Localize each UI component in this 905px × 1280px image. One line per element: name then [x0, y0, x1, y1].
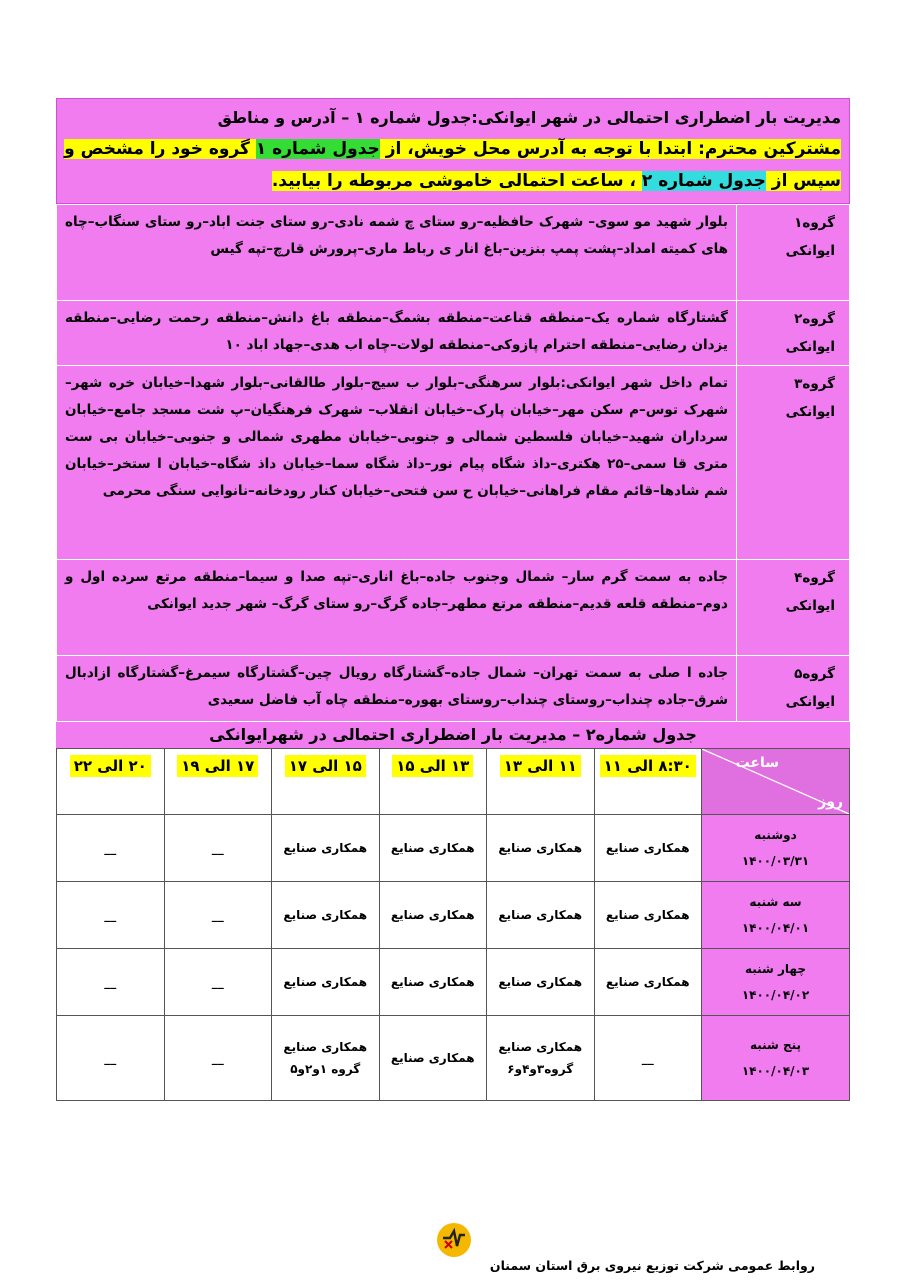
group-areas: بلوار شهید مو سوی– شهرک حافظیه–رو ستای چ شمه نادی–رو ستای جنت اباد–رو ستای سنگاب–چاه های کمیته امداد–پشت پمپ بنزین–باغ انار ی رباط ماری–پرورش قارچ–تپه گیس [57, 205, 737, 301]
day-date: ۱۴۰۰/۰۴/۰۳ [741, 1064, 810, 1078]
hour-header [57, 749, 165, 815]
schedule-row [57, 815, 850, 882]
schedule-cell: همکاری صنایع [594, 882, 702, 949]
schedule-cell: همکاری صنایع [487, 815, 595, 882]
schedule-header-row [57, 749, 850, 815]
hour-label: ۸:۳۰ الی ۱۱ [600, 755, 696, 777]
schedule-cell: __ [164, 815, 272, 882]
schedule-cell [272, 1016, 380, 1101]
groups-table [56, 204, 850, 722]
group-row [57, 560, 850, 656]
schedule-cell [487, 1016, 595, 1101]
schedule-cell: همکاری صنایع [379, 882, 487, 949]
group-areas: گشتارگاه شماره یک–منطقه قناعت–منطقه بشمگ–منطقه باغ دانش–منطقه رحمت رضایی–منطقه یزدان رضایی–منطقه احترام پازوکی–منطقه لولات–چاه اب هدی–جهاد اباد ۱۰ [57, 301, 737, 366]
notice-link-table2: جدول شماره ۲ [641, 171, 766, 191]
notice-part2: گروه خود را مشخص و سپس از [64, 139, 841, 191]
group-areas: جاده ا صلی به سمت تهران– شمال جاده–گشتارگاه رویال چین–گشتارگاه سیمرغ–گشتارگاه ازادبال شرق–جاده چنداب–روستای چنداب–روستای بهوره–منطقه چاه آب فاضل سعیدی [57, 656, 737, 722]
hour-header [272, 749, 380, 815]
cell-note: گروه ۱و۲و۵ [290, 1062, 361, 1076]
hour-header [487, 749, 595, 815]
schedule-cell: همکاری صنایع [594, 949, 702, 1016]
day-name: پنج شنبه [749, 1038, 802, 1052]
document [56, 98, 850, 1101]
schedule-cell: همکاری صنایع [487, 949, 595, 1016]
day-cell [702, 882, 850, 949]
group-row [57, 205, 850, 301]
schedule-cell: همکاری صنایع [379, 949, 487, 1016]
hour-label: ۱۷ الی ۱۹ [177, 755, 258, 777]
cell-text: همکاری صنایع [283, 1040, 368, 1054]
day-date: ۱۴۰۰/۰۴/۰۱ [741, 921, 810, 935]
notice-part3: ، ساعت احتمالی خاموشی مربوطه را بیابید. [271, 171, 642, 191]
schedule-cell: همکاری صنایع [594, 815, 702, 882]
page-title: مدیریت بار اضطراری احتمالی در شهر ایوانکی:جدول شماره ۱ – آدرس و مناطق [217, 108, 841, 127]
hour-label: ۱۵ الی ۱۷ [285, 755, 366, 777]
schedule-cell: همکاری صنایع [272, 815, 380, 882]
day-date: ۱۴۰۰/۰۳/۳۱ [741, 854, 810, 868]
corner-hour-label: ساعت [735, 755, 779, 771]
day-cell [702, 949, 850, 1016]
cell-text: همکاری صنایع [498, 1040, 583, 1054]
hour-label: ۲۰ الی ۲۲ [70, 755, 151, 777]
day-date: ۱۴۰۰/۰۴/۰۲ [741, 988, 810, 1002]
page-header [56, 98, 850, 204]
day-cell [702, 815, 850, 882]
schedule-cell: همکاری صنایع [379, 815, 487, 882]
group-name: گروه۱ ایوانکی [737, 205, 850, 301]
hour-header [164, 749, 272, 815]
group-row [57, 301, 850, 366]
hour-label: ۱۳ الی ۱۵ [392, 755, 473, 777]
group-areas: جاده به سمت گرم سار– شمال وجنوب جاده–باغ اناری–تپه صدا و سیما–منطقه مرتع سرده اول و دوم–منطقه قلعه قدیم–منطقه مرتع مطهر–جاده گرگ–رو ستای گرگ– شهر جدید ایوانکی [57, 560, 737, 656]
notice-link-table1: جدول شماره ۱ [255, 139, 380, 159]
footer [0, 1222, 905, 1272]
power-company-logo-icon [436, 1222, 472, 1258]
day-name: چهار شنبه [744, 962, 807, 976]
schedule-cell: همکاری صنایع [272, 949, 380, 1016]
group-row [57, 656, 850, 722]
hour-header [594, 749, 702, 815]
schedule-cell: همکاری صنایع [487, 882, 595, 949]
schedule-cell: __ [57, 949, 165, 1016]
schedule-cell: __ [57, 882, 165, 949]
group-name: گروه۴ ایوانکی [737, 560, 850, 656]
schedule-cell: __ [594, 1016, 702, 1101]
group-name: گروه۳ ایوانکی [737, 366, 850, 560]
schedule-cell: __ [164, 1016, 272, 1101]
group-name: گروه۵ ایوانکی [737, 656, 850, 722]
schedule-row [57, 882, 850, 949]
table2-title: جدول شماره۲ – مدیریت بار اضطراری احتمالی در شهرایوانکی [56, 722, 850, 748]
day-name: سه شنبه [749, 895, 802, 909]
schedule-cell: __ [164, 949, 272, 1016]
footer-text: روابط عمومی شرکت توزیع نیروی برق استان سمنان [489, 1258, 815, 1273]
group-areas: تمام داخل شهر ایوانکی:بلوار سرهنگی–بلوار ب سیج–بلوار طالقانی–بلوار شهدا–خیابان خره شهر– شهرک توس–م سکن مهر–خیابان پارک–خیابان انقلاب– شهرک فرهنگیان–پ شت مسجد جامع–خیابان سرداران شهید–خیابان فلسطین شمالی و جنوبی–خیابان مطهری شمالی و جنوبی–خیابان بی ست متری قا سمی–۲۵ هکتری–داذ شگاه پیام نور–داذ شگاه سما–خیابان داذ شگاه–خیابان ا ستخر–خیابان شم شادها–قائم مقام فراهانی–خیابان ح سن فتحی–خیابان کنار رودخانه–نانوایی سنگی محرمی [57, 366, 737, 560]
schedule-cell: __ [164, 882, 272, 949]
schedule-row [57, 1016, 850, 1101]
schedule-cell: __ [57, 1016, 165, 1101]
corner-cell [702, 749, 850, 815]
schedule-row [57, 949, 850, 1016]
notice-part1: مشترکین محترم: ابتدا با توجه به آدرس محل خویش، از [379, 139, 841, 159]
notice-text [63, 133, 841, 197]
schedule-cell: __ [57, 815, 165, 882]
schedule-cell: همکاری صنایع [379, 1016, 487, 1101]
group-row [57, 366, 850, 560]
schedule-table [56, 748, 850, 1101]
cell-note: گروه۳و۴و۶ [507, 1062, 574, 1076]
group-name: گروه۲ ایوانکی [737, 301, 850, 366]
corner-day-label: روز [818, 794, 843, 810]
hour-header [379, 749, 487, 815]
day-name: دوشنبه [754, 828, 797, 842]
day-cell [702, 1016, 850, 1101]
schedule-cell: همکاری صنایع [272, 882, 380, 949]
hour-label: ۱۱ الی ۱۳ [500, 755, 581, 777]
